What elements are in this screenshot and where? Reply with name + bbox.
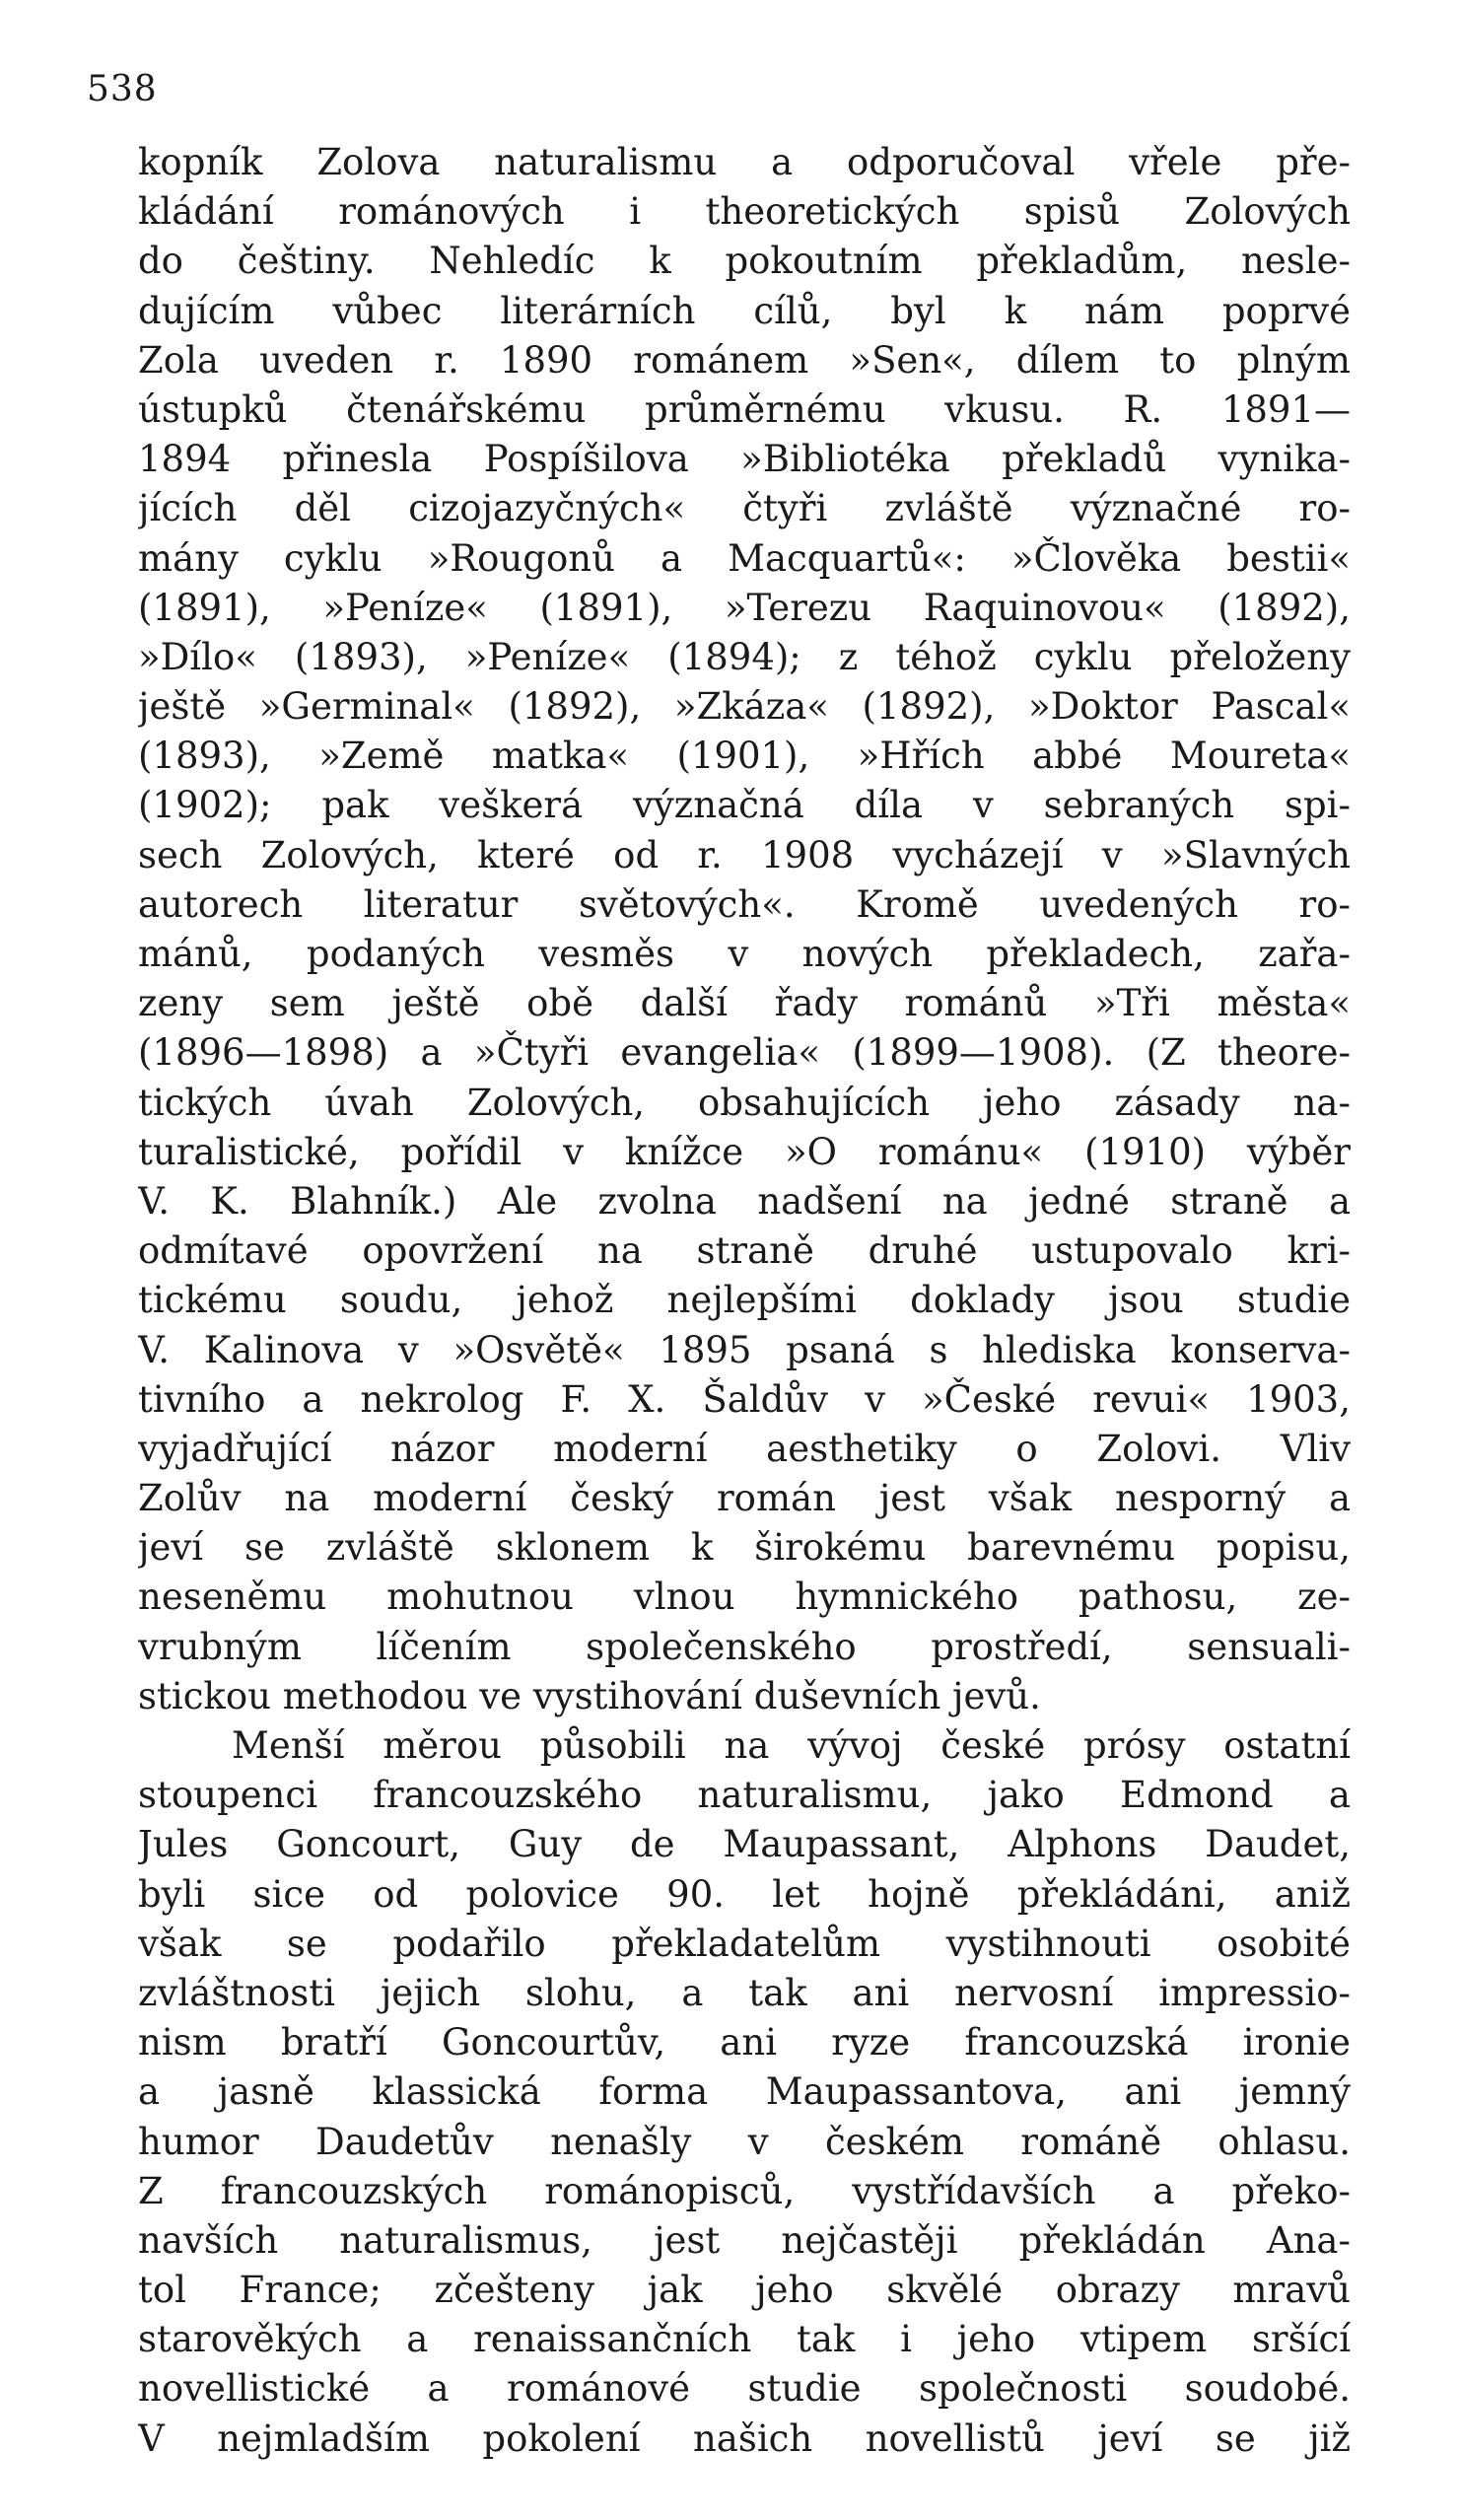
text-line: kládání románových i theoretických spisů Zolových [138,190,1351,234]
text-line: Menší měrou působili na vývoj české prósy ostatní [232,1724,1351,1767]
page-number: 538 [87,69,158,109]
text-line: odmítavé opovržení na straně druhé ustupovalo kri- [138,1229,1351,1273]
text-line: jeví se zvláště sklonem k širokému barevnému popisu, [138,1526,1351,1570]
text-line: sech Zolových, které od r. 1908 vycházejí v »Slavných [138,833,1351,876]
text-line: vyjadřující názor moderní aesthetiky o Zolovi. Vliv [138,1427,1351,1470]
text-line: novellistické a románové studie společnosti soudobé. [138,2367,1351,2411]
text-line: mány cyklu »Rougonů a Macquartů«: »Člověka bestii« [138,536,1351,580]
text-line: však se podařilo překladatelům vystihnouti osobité [138,1922,1351,1965]
text-line: Jules Goncourt, Guy de Maupassant, Alphons Daudet, [138,1823,1351,1866]
text-line: (1902); pak veškerá význačná díla v sebraných spi- [138,784,1351,827]
text-line: Z francouzských románopisců, vystřídavších a překo- [138,2169,1351,2212]
text-line: Zola uveden r. 1890 románem »Sen«, dílem to plným [138,338,1351,382]
text-line: nism bratří Goncourtův, ani ryze francouzská ironie [138,2021,1351,2065]
text-line: V. Kalinova v »Osvětě« 1895 psaná s hlediska konserva- [138,1328,1351,1371]
text-line: tivního a nekrolog F. X. Šaldův v »České revui« 1903, [138,1377,1351,1421]
text-line: navších naturalismus, jest nejčastěji překládán Ana- [138,2218,1351,2262]
text-line: kopník Zolova naturalismu a odporučoval vřele pře- [138,141,1351,183]
text-line: ústupků čtenářskému průměrnému vkusu. R. 1891— [138,387,1351,431]
text-line: tických úvah Zolových, obsahujících jeho zásady na- [138,1081,1351,1124]
text-line: stickou methodou ve vystihování duševních jevů. [138,1674,1041,1717]
text-line: zeny sem ještě obě další řady románů »Tři města« [138,982,1351,1025]
text-line: »Dílo« (1893), »Peníze« (1894); z téhož cyklu přeloženy [138,635,1351,678]
text-line: stoupenci francouzského naturalismu, jako Edmond a [138,1774,1351,1817]
text-line: tol France; zčešteny jak jeho skvělé obrazy mravů [138,2269,1351,2312]
text-line: starověkých a renaissančních tak i jeho vtipem sršící [138,2318,1351,2361]
text-line: (1896—1898) a »Čtyři evangelia« (1899—1908). (Z theore- [138,1031,1351,1075]
text-line: jících děl cizojazyčných« čtyři zvláště význačné ro- [138,487,1351,530]
text-line: (1893), »Země matka« (1901), »Hřích abbé Moureta« [138,735,1351,778]
text-line: V nejmladším pokolení našich novellistů jeví se již [138,2416,1351,2460]
text-line: mánů, podaných vesměs v nových překladech, zařa- [138,933,1351,975]
text-line: autorech literatur světových«. Kromě uvedených ro- [138,882,1351,926]
body-text [138,138,1351,2464]
text-line: humor Daudetův nenašly v českém románě ohlasu. [138,2120,1351,2163]
text-line: (1891), »Peníze« (1891), »Terezu Raquinovou« (1892), [138,586,1351,629]
text-line: a jasně klassická forma Maupassantova, ani jemný [138,2070,1351,2114]
text-line: do češtiny. Nehledíc k pokoutním překladům, nesle- [138,240,1351,283]
text-line: zvláštnosti jejich slohu, a tak ani nervosní impressio- [138,1971,1351,2014]
text-line: tickému soudu, jehož nejlepšími doklady jsou studie [138,1279,1351,1322]
text-line: Zolův na moderní český román jest však nesporný a [138,1477,1351,1520]
text-line: vrubným líčením společenského prostředí, sensuali- [138,1625,1351,1668]
text-line: 1894 přinesla Pospíšilova »Bibliotéka překladů vynika- [138,438,1351,481]
text-line: ještě »Germinal« (1892), »Zkáza« (1892), »Doktor Pascal« [138,685,1351,729]
text-line: byli sice od polovice 90. let hojně překládáni, aniž [138,1872,1351,1916]
text-line: neseněmu mohutnou vlnou hymnického pathosu, ze- [138,1575,1351,1619]
text-line: turalistické, pořídil v knížce »O románu« (1910) výběr [138,1130,1351,1173]
text-line: dujícím vůbec literárních cílů, byl k nám poprvé [138,289,1351,332]
text-line: V. K. Blahník.) Ale zvolna nadšení na jedné straně a [138,1179,1351,1223]
